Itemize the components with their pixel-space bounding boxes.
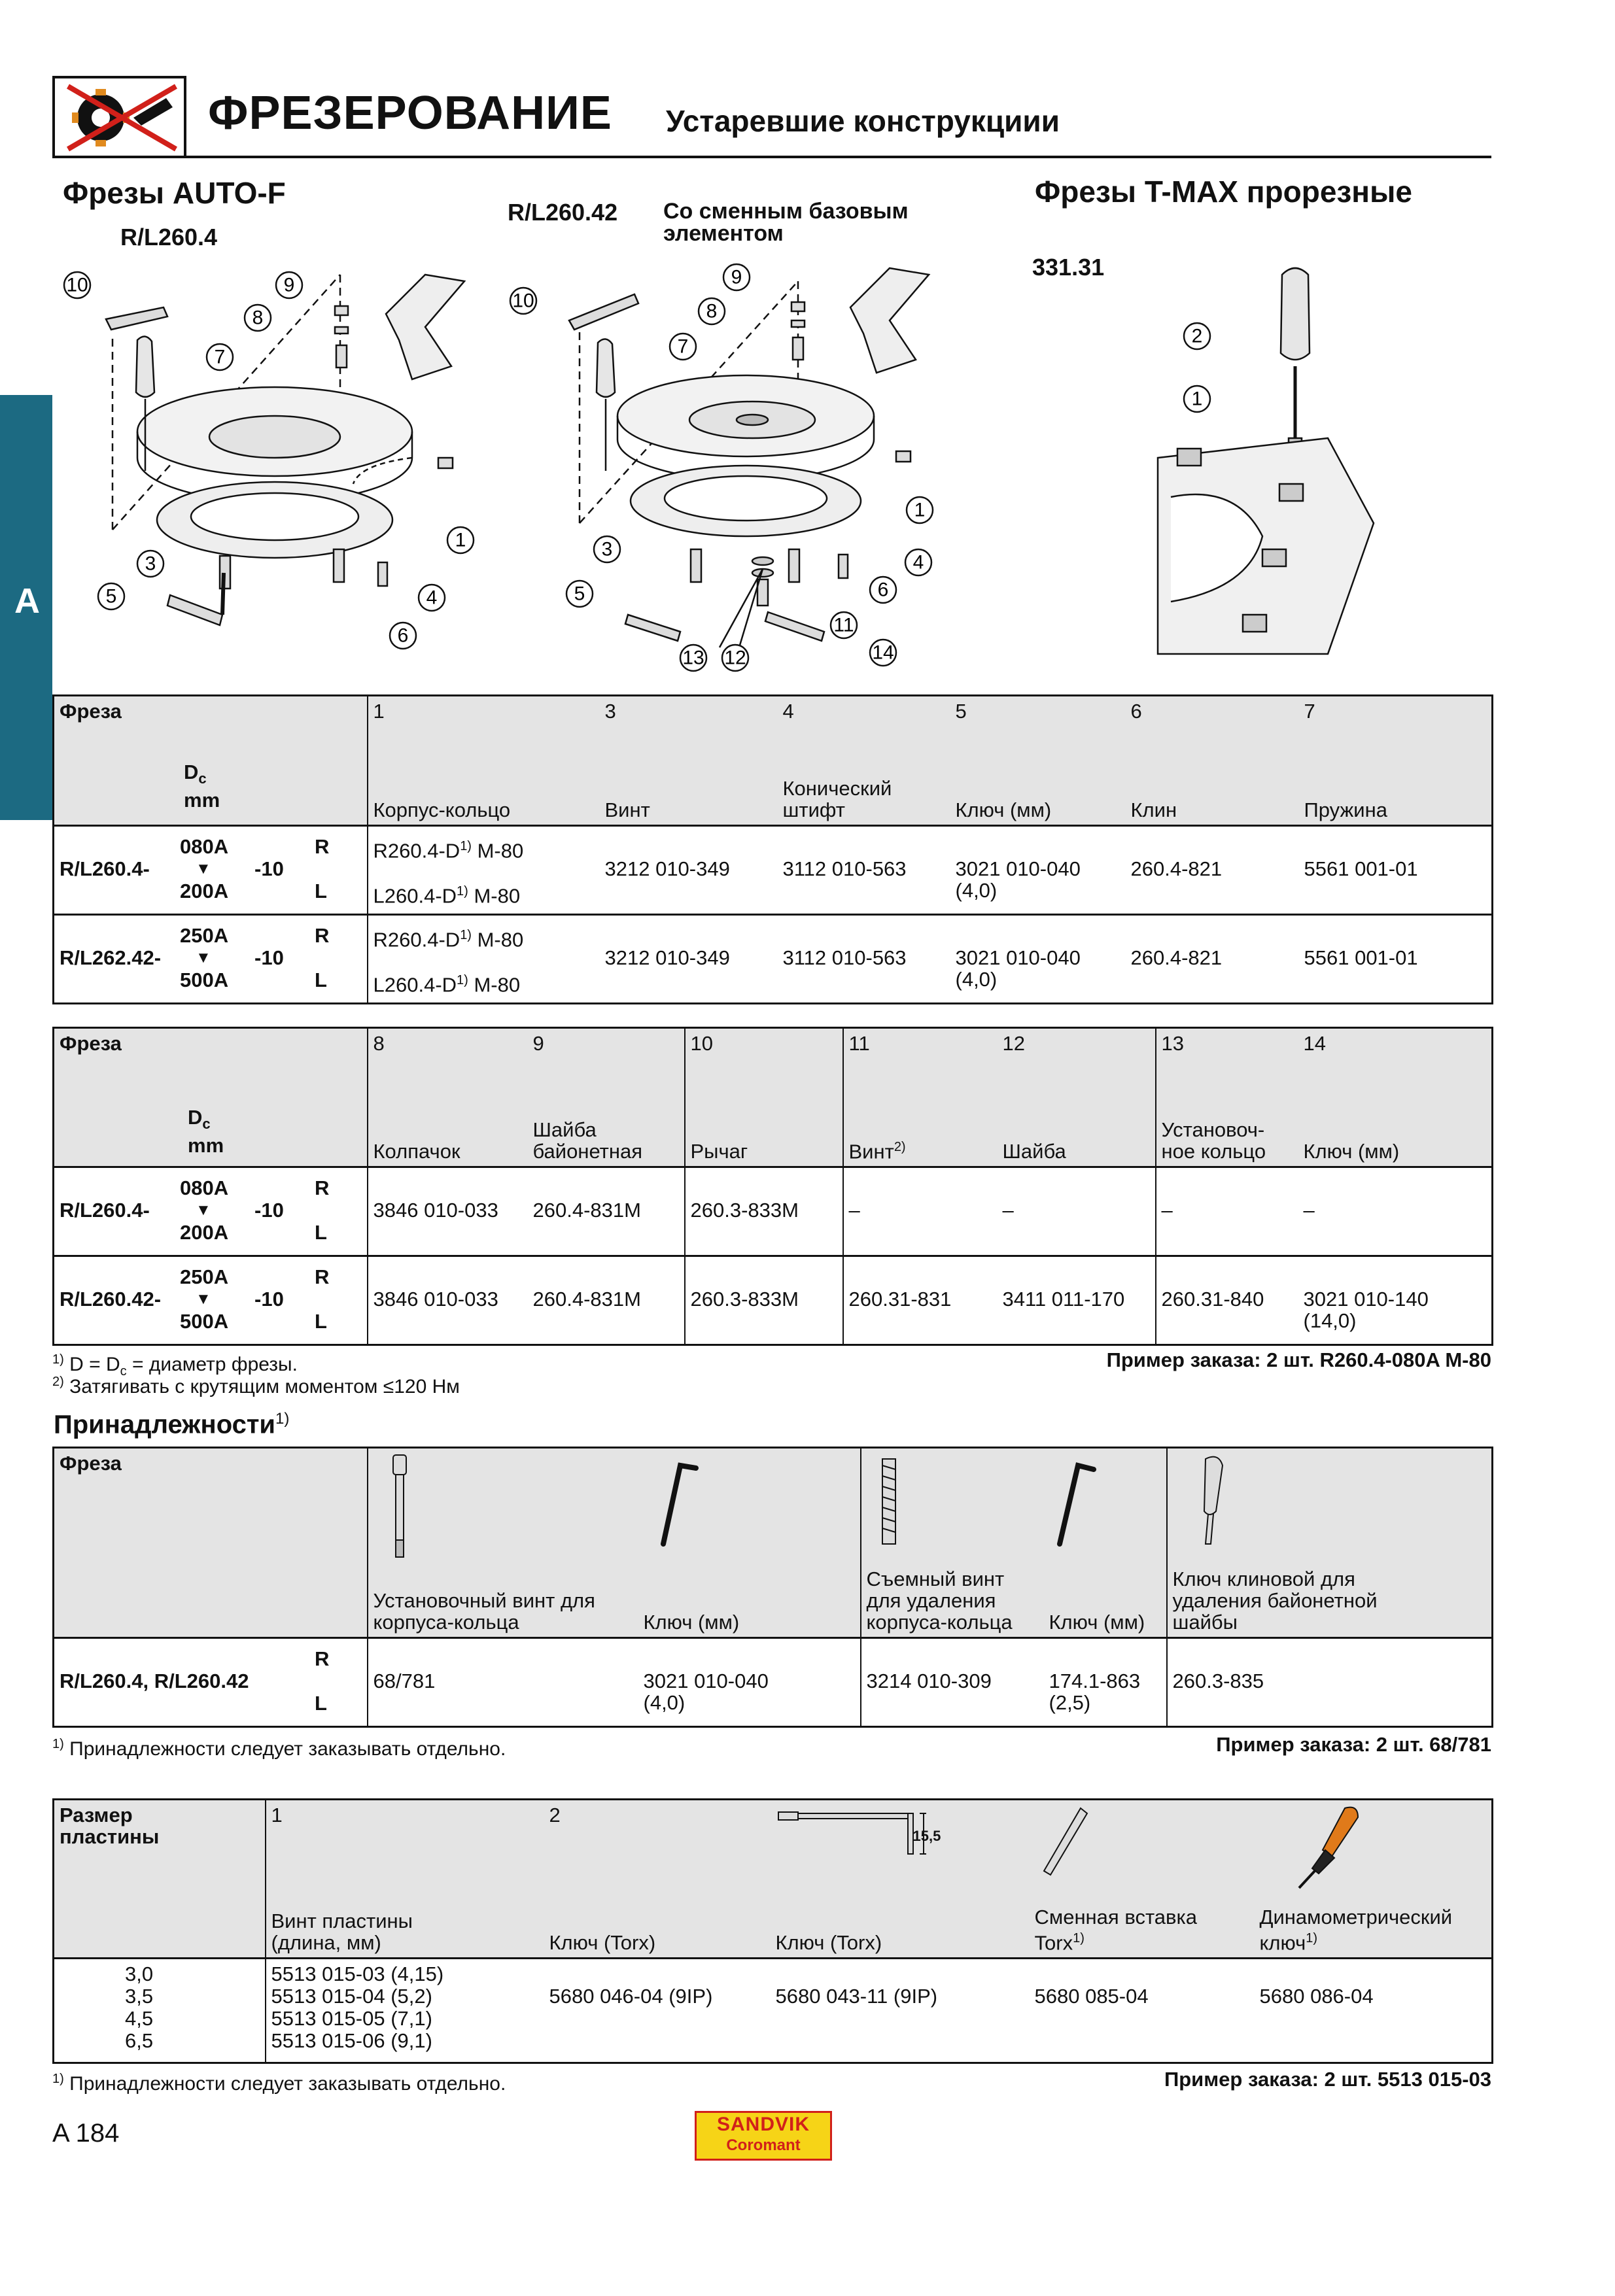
table-row: R/L260.42- 250A ▼ 500A -10 R L 3846 010-033 260.4-831M 260.3-833M 260.31-831 3411 011-170 260.31-840 3021 010-140 (14,0) [54, 1256, 1493, 1345]
svg-text:8: 8 [706, 300, 718, 322]
parts-table-2 [52, 1027, 1493, 1346]
svg-text:6: 6 [877, 579, 889, 601]
hex-key-icon [1049, 1452, 1102, 1551]
col-header-6: 6 Клин [1126, 696, 1299, 826]
accessories-table [52, 1447, 1493, 1728]
autof-model2-note: Со сменным базовым элементом [663, 199, 909, 246]
table-row: R/L260.4- 080A ▼ 200A -10 R L $R260.4-D^{1)}$ M-80 $L260.4-D^{1)}$ M-80 3212 010-349 3112 010-563 3021 010-040 (4,0) 260.4-821 5561 001-01 [54, 826, 1493, 915]
svg-text:6: 6 [397, 625, 409, 647]
col-header-insert-size: Размер пластины [54, 1800, 266, 1959]
hex-key-icon [650, 1452, 703, 1551]
col-header-insert-screw: 1 Винт пластины (длина, мм) [266, 1800, 544, 1959]
diagram-33131 [1132, 262, 1380, 667]
svg-text:3: 3 [145, 553, 156, 575]
col-header-key1: Ключ (мм) [638, 1448, 861, 1638]
header-divider [52, 156, 1491, 158]
col-header-9: 9 Шайба байонетная [528, 1028, 685, 1167]
accessories-heading: Принадлежности$^{1)}$ [54, 1410, 290, 1439]
torx-insert-icon [1035, 1804, 1094, 1883]
col-header-torx-key1: 2 Ключ (Torx) [544, 1800, 771, 1959]
col-header-7: 7 Пружина [1299, 696, 1493, 826]
svg-text:7: 7 [677, 335, 689, 358]
insert-screw-table [52, 1798, 1493, 2064]
col-header-cutter: Фреза $D_c$ mm [54, 696, 368, 826]
col-header-10: 10 Рычаг [685, 1028, 843, 1167]
footnote-table4: $^{1)}$ Принадлежности следует заказывать отдельно. [52, 2072, 506, 2095]
svg-text:10: 10 [66, 274, 88, 296]
table-row: R/L260.4- 080A ▼ 200A -10 R L 3846 010-033 260.4-831M 260.3-833M – – – – [54, 1167, 1493, 1256]
svg-text:13: 13 [682, 647, 704, 669]
svg-text:9: 9 [731, 266, 742, 288]
order-example-3: Пример заказа: 2 шт. 5513 015-03 [1164, 2068, 1491, 2091]
parts-table-1 [52, 694, 1493, 1004]
svg-text:3: 3 [601, 538, 613, 560]
col-header-5: 5 Ключ (мм) [950, 696, 1126, 826]
col-header-torx-insert: Сменная вставка Torx$^{1)}$ [1030, 1800, 1255, 1959]
col-header-14: 14 Ключ (мм) [1298, 1028, 1493, 1167]
col-header-11: 11 Винт$^{2)}$ [843, 1028, 998, 1167]
svg-text:7: 7 [214, 346, 226, 368]
col-header-4: 4 Конический штифт [778, 696, 950, 826]
col-header-8: 8 Колпачок [368, 1028, 528, 1167]
col-header-wedge-key: Ключ клиновой для удаления байонетной шайбы [1167, 1448, 1493, 1638]
svg-text:9: 9 [283, 274, 295, 296]
removal-screw-icon [876, 1452, 902, 1551]
autof-heading: Фрезы AUTO-F [63, 176, 286, 210]
col-header-torque-key: Динамометрический ключ$^{1)}$ [1255, 1800, 1493, 1959]
wedge-key-icon [1186, 1452, 1232, 1551]
svg-text:4: 4 [912, 551, 924, 574]
svg-text:14: 14 [872, 642, 894, 664]
diagram-rl2604 [59, 262, 504, 667]
col-header-cutter: Фреза [54, 1448, 368, 1638]
tmax-heading: Фрезы T-MAX прорезные [1035, 175, 1412, 209]
autof-model1: R/L260.4 [120, 224, 218, 250]
table-row: R/L262.42- 250A ▼ 500A -10 R L $R260.4-D^{1)}$ M-80 $L260.4-D^{1)}$ M-80 3212 010-349 3112 010-563 3021 010-040 (4,0) 260.4-821 5561 001-01 [54, 915, 1493, 1004]
svg-text:5: 5 [105, 585, 117, 608]
svg-text:8: 8 [252, 307, 264, 329]
svg-text:1: 1 [1191, 388, 1203, 410]
col-header-13: 13 Установоч- ное кольцо [1156, 1028, 1298, 1167]
page-subtitle: Устаревшие конструкциии [666, 104, 1060, 138]
col-header-3: 3 Винт [600, 696, 778, 826]
tmax-model: 331.31 [1032, 254, 1105, 281]
footnote-accessories: $^{1)}$ Принадлежности следует заказывать отдельно. [52, 1737, 506, 1760]
col-header-setscrew: Установочный винт для корпуса-кольца [368, 1448, 638, 1638]
svg-text:2: 2 [1191, 325, 1203, 347]
order-example-1: Пример заказа: 2 шт. R260.4-080A M-80 [1106, 1348, 1491, 1371]
chapter-tab-letter: A [14, 581, 40, 621]
svg-text:10: 10 [512, 290, 534, 312]
footnote-2: $^{2)}$ Затягивать с крутящим моментом ≤120 Нм [52, 1375, 460, 1397]
section-logo [52, 76, 186, 158]
torx-key-dimension: 15,5 [912, 1828, 941, 1844]
order-example-2: Пример заказа: 2 шт. 68/781 [1216, 1733, 1491, 1756]
svg-text:4: 4 [426, 587, 438, 609]
col-header-1: 1 Корпус-кольцо [368, 696, 600, 826]
autof-model2: R/L260.42 [508, 199, 618, 226]
table-row: R/L260.4, R/L260.42 R L 68/781 3021 010-040 (4,0) 3214 010-309 174.1-863 (2,5) 260.3-835 [54, 1638, 1493, 1727]
svg-text:1: 1 [455, 529, 466, 551]
svg-text:5: 5 [574, 583, 585, 605]
diagram-rl26042 [504, 262, 948, 680]
col-header-cutter: Фреза $D_c$ mm [54, 1028, 368, 1167]
page-title: ФРЕЗЕРОВАНИЕ [208, 87, 612, 139]
col-header-12: 12 Шайба [998, 1028, 1156, 1167]
col-header-key2: Ключ (мм) [1044, 1448, 1167, 1638]
col-header-removal-screw: Съемный винт для удаления корпуса-кольца [861, 1448, 1044, 1638]
col-header-torx-key2: 15,5 Ключ (Torx) [771, 1800, 1030, 1959]
table-row: 3,0 3,5 4,5 6,5 5513 015-03 (4,15) 5513 015-04 (5,2) 5513 015-05 (7,1) 5513 015-06 (9,1) 5680 046-04 (9IP) 5680 043-11 (9IP) 5680 085-04 5680 086-04 [54, 1959, 1493, 2063]
page-number: A 184 [52, 2119, 120, 2148]
torque-wrench-icon [1286, 1804, 1364, 1889]
svg-text:11: 11 [833, 614, 854, 636]
footnote-1: $^{1)}$ $D = D_c$ = диаметр фрезы. [52, 1352, 298, 1379]
svg-text:1: 1 [914, 499, 926, 521]
sandvik-logo: SANDVIK Coromant [695, 2111, 832, 2161]
setscrew-icon [387, 1452, 413, 1564]
svg-text:12: 12 [724, 647, 746, 669]
